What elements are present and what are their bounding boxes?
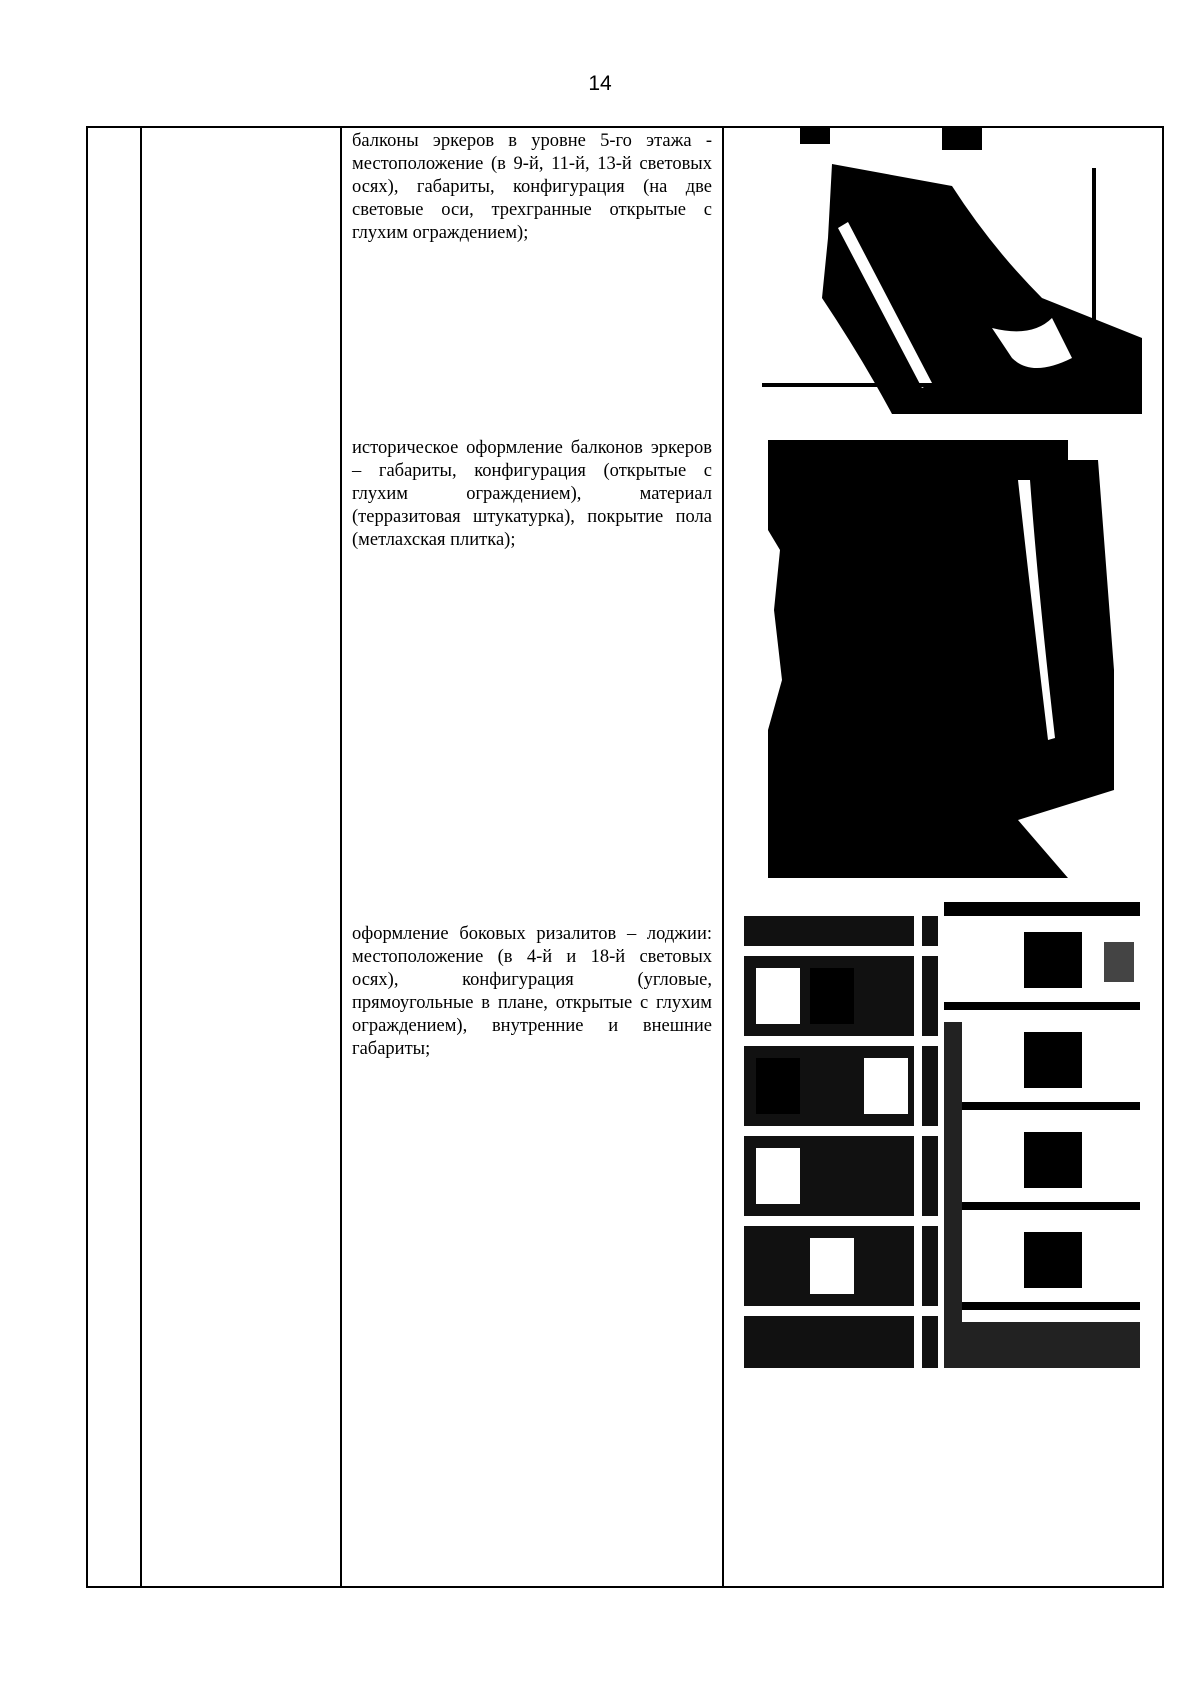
balcony-detail-photo	[768, 440, 1114, 878]
corner-loggia-left-photo	[744, 916, 938, 1368]
description-cell-1: балконы эркеров в уровне 5-го этажа - местоположение (в 9-й, 11-й, 13-й световых осях), габариты, конфигурация (на две световые оси, трехгранные открытые с глухим ограждением);	[352, 131, 712, 243]
page-number: 14	[588, 72, 612, 95]
description-cell-2: историческое оформление балконов эркеров – габариты, конфигурация (открытые с глухим ограждением), материал (терразитовая штукатурка), покрытие пола (метлахская плитка);	[352, 438, 712, 550]
bay-window-balcony-photo	[742, 128, 1142, 414]
column-divider-1	[140, 126, 142, 1588]
description-cell-3: оформление боковых ризалитов – лоджии: местоположение (в 4-й и 18-й световых осях), конфигурация (угловые, прямоугольные в плане, открытые с глухим ограждением), внутренние и внешние габариты;	[352, 924, 712, 1059]
column-divider-2	[340, 126, 342, 1588]
column-divider-3	[722, 126, 724, 1588]
corner-loggia-right-photo	[944, 902, 1140, 1368]
